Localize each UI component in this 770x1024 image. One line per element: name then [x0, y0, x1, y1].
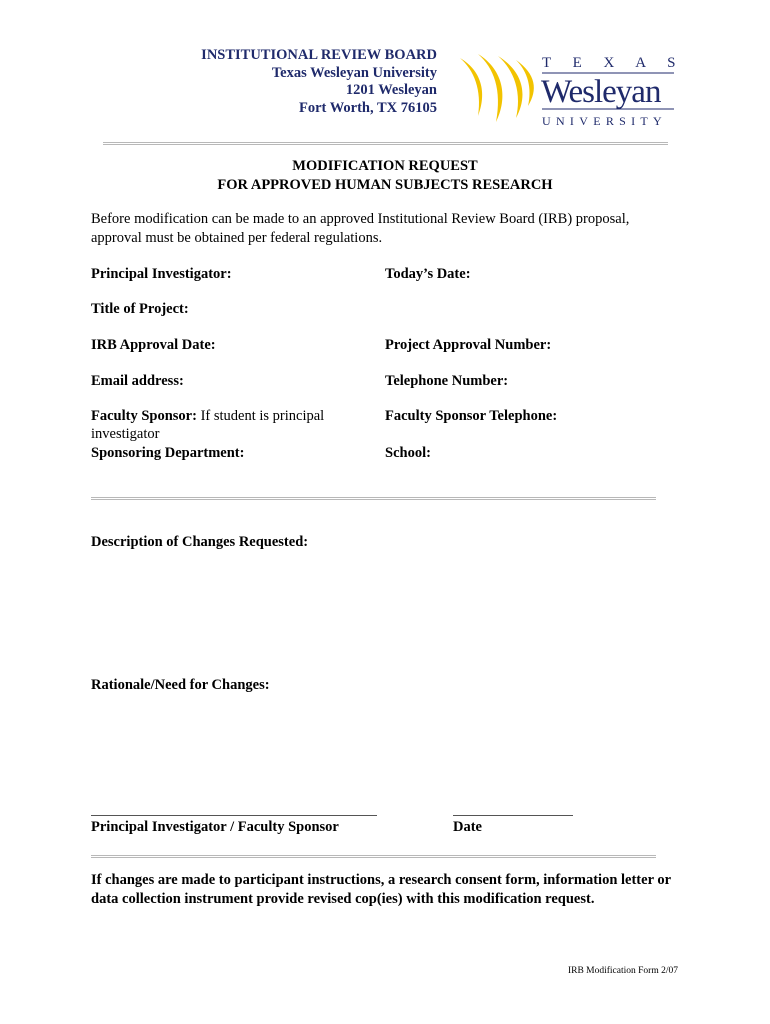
logo-texas-text: T E X A S — [542, 55, 678, 71]
signature-divider — [91, 855, 656, 858]
faculty-sponsor-note: If student is principal investigator — [91, 408, 325, 442]
school-label: School: — [385, 445, 431, 461]
project-approval-number-label: Project Approval Number: — [385, 337, 552, 353]
signature-date-label: Date — [453, 819, 482, 835]
revision-notice: If changes are made to participant instructions, a research consent form, information letter or data collection instrument provide revised cop(ies) with this modification request. — [91, 872, 671, 907]
logo-university-text: UNIVERSITY — [542, 114, 667, 128]
street-address: 1201 Wesleyan — [345, 82, 437, 98]
fields-divider — [91, 497, 656, 500]
header-divider — [103, 142, 668, 145]
date-line — [453, 815, 573, 816]
todays-date-label: Today’s Date: — [385, 266, 471, 282]
irb-approval-date-label: IRB Approval Date: — [91, 337, 216, 353]
form-title — [0, 157, 770, 194]
principal-investigator-label: Principal Investigator: — [91, 266, 232, 282]
form-footer: IRB Modification Form 2/07 — [567, 966, 678, 976]
faculty-sponsor-block — [91, 407, 351, 443]
faculty-sponsor-label: Faculty Sponsor: — [91, 408, 197, 424]
project-title-label: Title of Project: — [91, 301, 189, 317]
signature-label: Principal Investigator / Faculty Sponsor — [91, 819, 339, 835]
description-of-changes-label: Description of Changes Requested: — [91, 534, 309, 550]
board-name: INSTITUTIONAL REVIEW BOARD — [201, 47, 437, 63]
university-name: Texas Wesleyan University — [271, 64, 437, 81]
logo-wesleyan-text: Wesleyan — [541, 74, 661, 110]
telephone-label: Telephone Number: — [385, 373, 509, 389]
city-address: Fort Worth, TX 76105 — [298, 99, 437, 116]
texas-wesleyan-logo — [456, 50, 678, 130]
sponsoring-department-label: Sponsoring Department: — [91, 445, 245, 461]
flame-logo-icon — [456, 50, 678, 130]
faculty-sponsor-telephone-label: Faculty Sponsor Telephone: — [385, 408, 558, 424]
intro-text: Before modification can be made to an approved Institutional Review Board (IRB) proposal, approval must be obtained per federal regulations. — [91, 211, 630, 246]
rationale-label: Rationale/Need for Changes: — [91, 677, 270, 693]
email-label: Email address: — [91, 373, 184, 389]
signature-line — [91, 815, 377, 816]
title-line-1: MODIFICATION REQUEST — [292, 158, 478, 174]
title-line-2: FOR APPROVED HUMAN SUBJECTS RESEARCH — [217, 176, 553, 193]
irb-address-block — [201, 47, 437, 117]
